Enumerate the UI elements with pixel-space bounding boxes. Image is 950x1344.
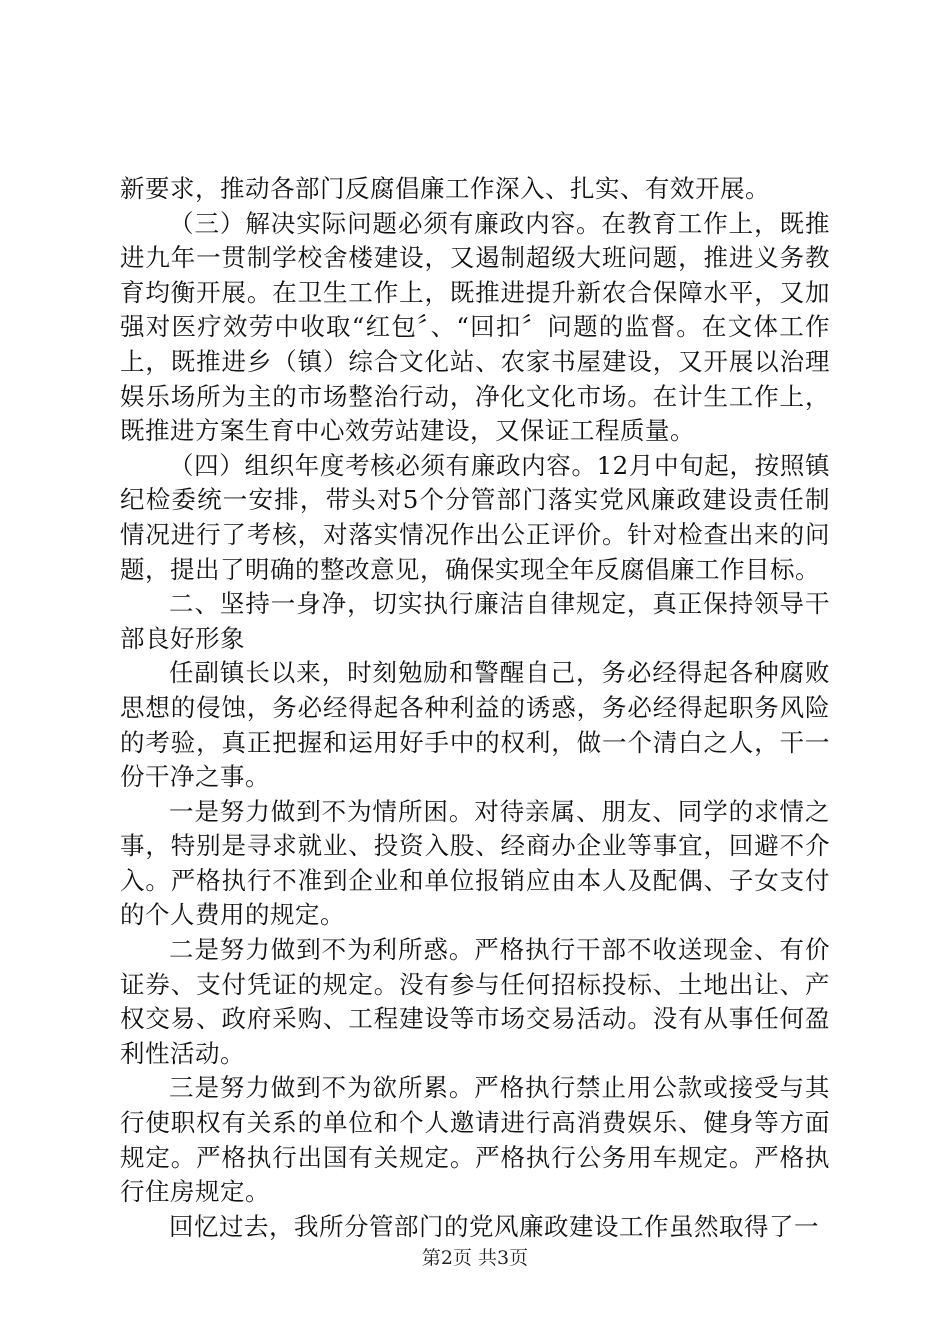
page-number: 第2页 共3页 — [421, 1247, 529, 1269]
paragraph-item-4: （四）组织年度考核必须有廉政内容。12月中旬起，按照镇纪检委统一安排，带头对5个分管部门落实党风廉政建设责任制情况进行了考核，对落实情况作出公正评价。针对检查出来的问题，提出了明确的整改意见，确保实现全年反腐倡廉工作目标。 — [120, 450, 830, 584]
paragraph-conclusion: 回忆过去，我所分管部门的党风廉政建设工作虽然取得了一 — [169, 1211, 819, 1241]
paragraph-item-3: （三）解决实际问题必须有廉政内容。在教育工作上，既推进九年一贯制学校舍楼建设，又遏制超级大班问题，推进义务教育均衡开展。在卫生工作上，既推进提升新农合保障水平，又加强对医疗效劳中收取“红包〞、“回扣〞问题的监督。在文体工作上，既推进乡（镇）综合文化站、农家书屋建设，又开展以治理娱乐场所为主的市场整治行动，净化文化市场。在计生工作上，既推进方案生育中心效劳站建设，又保证工程质量。 — [120, 208, 830, 446]
paragraph-point-1: 一是努力做到不为情所困。对待亲属、朋友、同学的求情之事，特别是寻求就业、投资入股、经商办企业等事宜，回避不介入。严格执行不准到企业和单位报销应由本人及配偶、子女支付的个人费用的规定。 — [120, 796, 830, 930]
section-heading-2: 二、坚持一身净，切实执行廉洁自律规定，真正保持领导干部良好形象 — [120, 589, 830, 653]
paragraph-point-3: 三是努力做到不为欲所累。严格执行禁止用公款或接受与其行使职权有关系的单位和个人邀请进行高消费娱乐、健身等方面规定。严格执行出国有关规定。严格执行公务用车规定。严格执行住房规定。 — [120, 1073, 830, 1207]
paragraph-continuation: 新要求，推动各部门反腐倡廉工作深入、扎实、有效开展。 — [120, 174, 770, 203]
paragraph-intro: 任副镇长以来，时刻勉励和警醒自己，务必经得起各种腐败思想的侵蚀，务必经得起各种利益的诱惑，务必经得起职务风险的考验，真正把握和运用好手中的权利，做一个清白之人，干一份干净之事。 — [120, 658, 830, 792]
paragraph-point-2: 二是努力做到不为利所惑。严格执行干部不收送现金、有价证券、支付凭证的规定。没有参与任何招标投标、土地出让、产权交易、政府采购、工程建设等市场交易活动。没有从事任何盈利性活动。 — [120, 935, 830, 1068]
document-body — [120, 172, 830, 1244]
